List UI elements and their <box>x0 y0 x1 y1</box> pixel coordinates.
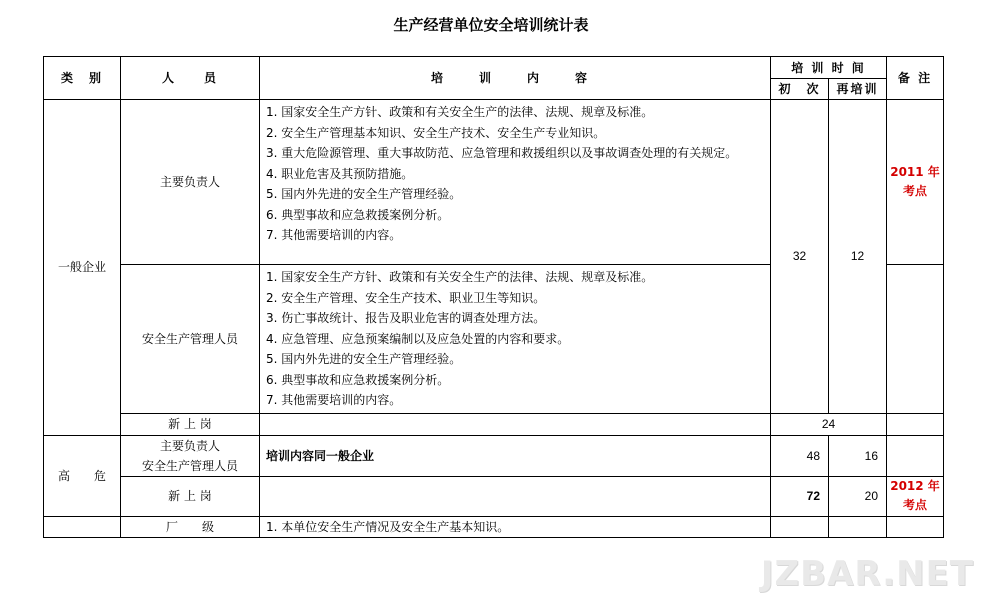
note-empty <box>887 413 944 435</box>
list-item: 7. 其他需要培训的内容。 <box>266 228 402 242</box>
header-training-time: 培 训 时 间 <box>771 57 887 79</box>
list-item: 3. 重大危险源管理、重大事故防范、应急管理和救援组织以及事故调查处理的有关规定。 <box>266 146 738 160</box>
header-category: 类 别 <box>44 57 121 100</box>
training-statistics-table <box>43 56 944 538</box>
note-year: 2012 年 <box>890 479 940 493</box>
role-general-new-post: 新 上 岗 <box>121 413 260 435</box>
note-label: 考点 <box>903 498 928 512</box>
role-general-manager: 安全生产管理人员 <box>121 265 260 414</box>
content-hazard-new-post <box>260 476 771 516</box>
list-item: 4. 应急管理、应急预案编制以及应急处置的内容和要求。 <box>266 331 570 346</box>
note-2012-exam-point <box>887 476 944 516</box>
content-general-new-post <box>260 413 771 435</box>
content-general-manager <box>260 265 771 414</box>
content-hazard-heads: 培训内容同一般企业 <box>260 435 771 476</box>
general-retrain-hours: 12 <box>829 100 887 414</box>
hazard-new-post-initial: 72 <box>771 476 829 516</box>
header-content: 培 训 内 容 <box>260 57 771 100</box>
note-label: 考点 <box>903 184 928 198</box>
role-general-head: 主要负责人 <box>121 100 260 265</box>
cell-empty <box>771 516 829 537</box>
role-line: 安全生产管理人员 <box>141 458 238 473</box>
general-initial-hours: 32 <box>771 100 829 414</box>
list-item: 2. 安全生产管理、安全生产技术、职业卫生等知识。 <box>266 290 546 305</box>
header-initial: 初 次 <box>771 79 829 100</box>
note-year: 2011 年 <box>890 165 940 179</box>
cell-empty <box>887 516 944 537</box>
list-item: 5. 国内外先进的安全生产管理经验。 <box>266 187 462 201</box>
category-general: 一般企业 <box>44 100 121 436</box>
header-retrain: 再培训 <box>829 79 887 100</box>
site-watermark: JZBAR.NET <box>760 554 974 594</box>
role-factory-level: 厂 级 <box>121 516 260 537</box>
hazard-retrain-hours: 16 <box>829 435 887 476</box>
general-new-post-hours: 24 <box>771 413 887 435</box>
role-line: 主要负责人 <box>159 438 220 453</box>
list-item: 6. 典型事故和应急救援案例分析。 <box>266 207 450 222</box>
header-personnel: 人 员 <box>121 57 260 100</box>
list-item: 1. 国家安全生产方针、政策和有关安全生产的法律、法规、规章及标准。 <box>266 105 654 119</box>
list-item: 2. 安全生产管理基本知识、安全生产技术、安全生产专业知识。 <box>266 125 606 140</box>
page-title: 生产经营单位安全培训统计表 <box>393 16 589 34</box>
hazard-initial-hours: 48 <box>771 435 829 476</box>
list-item: 1. 国家安全生产方针、政策和有关安全生产的法律、法规、规章及标准。 <box>266 270 654 284</box>
list-item: 5. 国内外先进的安全生产管理经验。 <box>266 352 462 366</box>
role-hazard-heads <box>121 435 260 476</box>
cell-empty <box>829 516 887 537</box>
list-item: 7. 其他需要培训的内容。 <box>266 393 402 407</box>
list-item: 3. 伤亡事故统计、报告及职业危害的调查处理方法。 <box>266 311 546 325</box>
category-hazard: 高 危 <box>44 435 121 516</box>
content-factory-level: 1. 本单位安全生产情况及安全生产基本知识。 <box>260 516 771 537</box>
note-empty <box>887 265 944 414</box>
content-general-head <box>260 100 771 265</box>
category-empty <box>44 516 121 537</box>
list-item: 4. 职业危害及其预防措施。 <box>266 166 414 181</box>
note-empty <box>887 435 944 476</box>
list-item: 6. 典型事故和应急救援案例分析。 <box>266 372 450 387</box>
hazard-new-post-retrain: 20 <box>829 476 887 516</box>
role-hazard-new-post: 新 上 岗 <box>121 476 260 516</box>
header-note: 备 注 <box>887 57 944 100</box>
note-2011-exam-point <box>887 100 944 265</box>
